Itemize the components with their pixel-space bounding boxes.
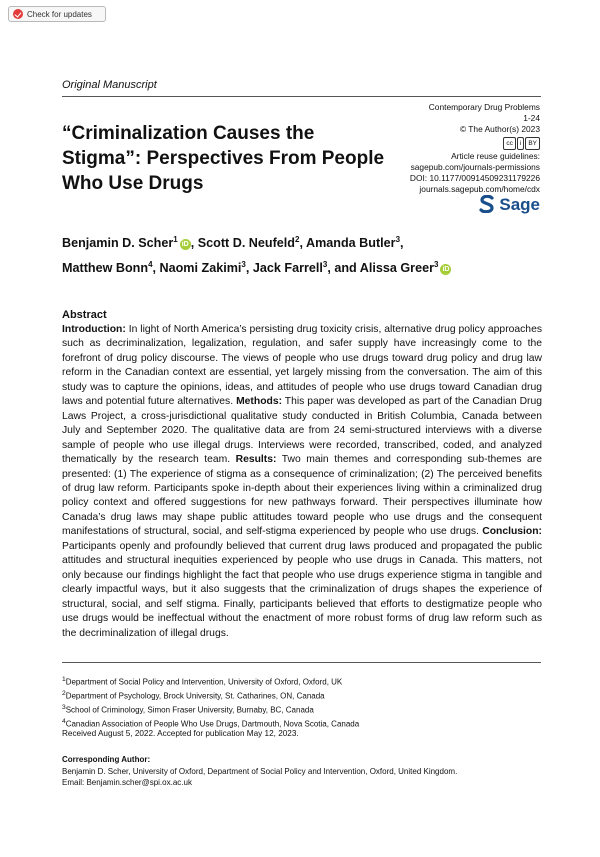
journal-homepage-link[interactable]: journals.sagepub.com/home/cdx: [419, 184, 540, 195]
author-list: Benjamin D. Scher$^1$iD , Scott D. Neufeld$^2$, Amanda Butler$^3$, Matthew Bonn$^4$, Naomi Zakimi$^3$, Jack Farrell$^3$, and Alissa Greer$^3$iD: [62, 235, 450, 276]
affiliation-item: $^2$Department of Psychology, Brock University, St. Catharines, ON, Canada: [62, 690, 325, 701]
abstract-body: Introduction: In light of North America’s persisting drug toxicity crisis, alternative drug policy approaches such as decriminalization, legalization, regulation, and safer supply have increasingly come to the forefront of drug policy discourse. The views of people who use drugs toward drug policy and drug law reform in the Canadian context are essential, yet largely missing from the conversation. The aim of this study was to capture the opinions, ideas, and attitudes of people who use drugs toward Canadian drug laws and potential future alternatives. Methods: This paper was developed as part of the Canadian Drug Laws Project, a cross-jurisdictional qualitative study conducted in British Columbia, Canada between July and September 2020. The qualitative data are from 24 semi-structured interviews with a diverse sample of people who use illegal drugs. Interviews were recorded, transcribed, coded, and analyzed thematically by the research team. Results: Two main themes and corresponding sub-themes are presented: (1) The experience of stigma as a consequence of criminalization; (2) The perceived benefits of drug law reform. Participants spoke in-depth about their experiences living within a criminalized drug policy context and offered suggestions for new pathways forward. Their perspectives illuminate how Canada’s drug laws may shape public attitudes toward people who use drugs and the consequent manifestations of structural, social, and self-stigma experienced by people who use drugs. Conclusion: Participants openly and profoundly believed that current drug laws produced and propagated the public attitudes and structural inequities experienced by people who use drugs in Canada. This matters, not only because our findings highlight the fact that people who use drugs experience stigma in tangible and clearly impactful ways, but it also suggests that the criminalization of drugs shapes the experience of structural, social, and self stigma. Finally, participants believed that efforts to destigmatize people who use drugs would be ineffectual without the enactment of more robust forms of drug law reform such as the decriminalization of illegal drugs.: [62, 324, 542, 639]
affiliation-item: $^1$Department of Social Policy and Intervention, University of Oxford, Oxford, UK: [62, 676, 343, 687]
author: Benjamin D. Scher$^1$iD: [62, 235, 189, 251]
by-label: BY: [525, 137, 540, 150]
check-icon: [13, 9, 23, 19]
author: Naomi Zakimi$^3$: [159, 260, 246, 276]
header-rule: [62, 96, 541, 97]
author: Amanda Butler$^3$: [305, 235, 401, 251]
publisher-name: Sage: [499, 194, 540, 214]
check-for-updates-badge[interactable]: [8, 6, 106, 22]
corresponding-address: Benjamin D. Scher, University of Oxford, Department of Social Policy and Intervention, Oxford, United Kingdom.: [62, 766, 458, 776]
cc-icon: cc: [503, 137, 516, 150]
reuse-label: Article reuse guidelines:: [451, 150, 540, 161]
section-label: Original Manuscript: [62, 79, 157, 91]
publisher-logo: [340, 195, 540, 213]
author: Matthew Bonn$^4$: [62, 260, 153, 276]
article-title: “Criminalization Causes the Stigma”: Perspectives From People Who Use Drugs: [62, 123, 385, 194]
corresponding-author: [62, 754, 542, 789]
cc-license-badge[interactable]: [503, 137, 540, 150]
corresponding-email[interactable]: Email: Benjamin.scher@spi.ox.ac.uk: [62, 778, 192, 787]
received-dates: Received August 5, 2022. Accepted for publication May 12, 2023.: [62, 729, 299, 738]
journal-copyright: © The Author(s) 2023: [459, 124, 540, 135]
journal-name: Contemporary Drug Problems: [428, 102, 540, 112]
orcid-icon[interactable]: iD: [442, 266, 450, 274]
author: Jack Farrell$^3$: [252, 260, 328, 276]
sage-s-icon: [479, 195, 495, 213]
affiliation-item: $^3$School of Criminology, Simon Fraser University, Burnaby, BC, Canada: [62, 704, 314, 715]
reuse-link[interactable]: sagepub.com/journals-permissions: [410, 161, 540, 172]
author: Alissa Greer$^3$iD: [359, 260, 450, 276]
abstract-heading: Abstract: [62, 309, 107, 321]
affiliation-item: $^4$Canadian Association of People Who Use Drugs, Dartmouth, Nova Scotia, Canada: [62, 718, 360, 730]
check-for-updates-label: Check for updates: [27, 9, 92, 19]
journal-meta: [340, 102, 540, 213]
journal-pages: 1-24: [523, 113, 540, 124]
abstract-label-results: Results:: [235, 454, 277, 466]
attribution-icon: i: [517, 137, 524, 150]
doi-link[interactable]: DOI: 10.1177/00914509231179226: [409, 173, 540, 184]
corresponding-heading: Corresponding Author:: [62, 755, 151, 764]
abstract-label-methods: Methods:: [236, 396, 283, 408]
abstract-label-introduction: Introduction:: [62, 324, 126, 335]
author: Scott D. Neufeld$^2$: [197, 235, 300, 251]
orcid-icon[interactable]: iD: [181, 241, 189, 249]
footnote-rule: [62, 662, 541, 663]
abstract-label-conclusion: Conclusion:: [482, 526, 542, 538]
affiliation-list: [62, 674, 542, 731]
